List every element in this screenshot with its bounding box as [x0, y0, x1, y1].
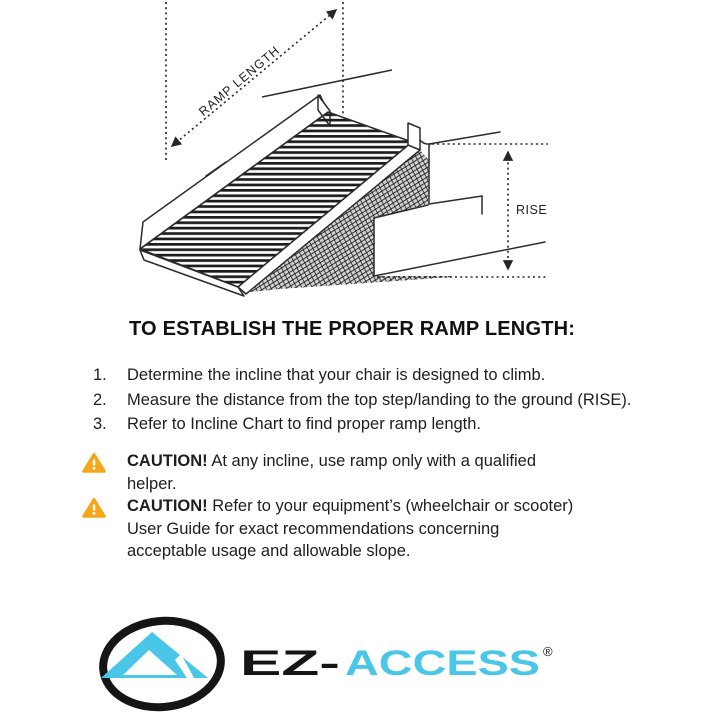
logo-emblem — [99, 615, 225, 713]
logo-text-access: ACCESS — [345, 644, 540, 683]
caution-label: CAUTION! — [127, 452, 208, 470]
caution-text — [127, 450, 536, 495]
caution-item — [82, 495, 573, 563]
caution-label: CAUTION! — [127, 497, 208, 515]
list-item-number: 2. — [93, 390, 107, 409]
instruction-steps — [93, 363, 631, 437]
registered-trademark-symbol: ® — [543, 644, 553, 659]
caution-text — [127, 495, 573, 563]
rise-label: RISE — [516, 203, 548, 217]
list-item — [93, 363, 631, 388]
list-item-text: Refer to Incline Chart to find proper ramp length. — [127, 415, 482, 433]
caution-line: At any incline, use ramp only with a qualified — [211, 452, 537, 470]
caution-item — [82, 450, 573, 495]
ez-access-logo — [95, 610, 565, 715]
ramp-diagram — [0, 0, 720, 312]
caution-section — [82, 450, 573, 563]
warning-triangle-icon — [82, 452, 106, 474]
list-item-text: Determine the incline that your chair is designed to climb. — [127, 366, 546, 384]
logo-text-ez: EZ- — [240, 644, 340, 683]
list-item-number: 3. — [93, 415, 107, 433]
landing-drawing — [262, 70, 392, 97]
list-item-text: Measure the distance from the top step/landing to the ground (RISE). — [127, 390, 632, 409]
caution-line: acceptable usage and allowable slope. — [127, 542, 411, 560]
list-item — [93, 412, 631, 437]
caution-line: Refer to your equipment’s (wheelchair or scooter) — [212, 497, 574, 515]
caution-line: User Guide for exact recommendations concerning — [127, 519, 500, 538]
warning-triangle-icon — [82, 497, 106, 519]
list-item-number: 1. — [93, 366, 107, 384]
caution-line: helper. — [127, 474, 177, 493]
list-item — [93, 388, 631, 413]
instructions-heading: TO ESTABLISH THE PROPER RAMP LENGTH: — [129, 318, 576, 340]
ramp-length-label: RAMP LENGTH — [196, 43, 283, 119]
